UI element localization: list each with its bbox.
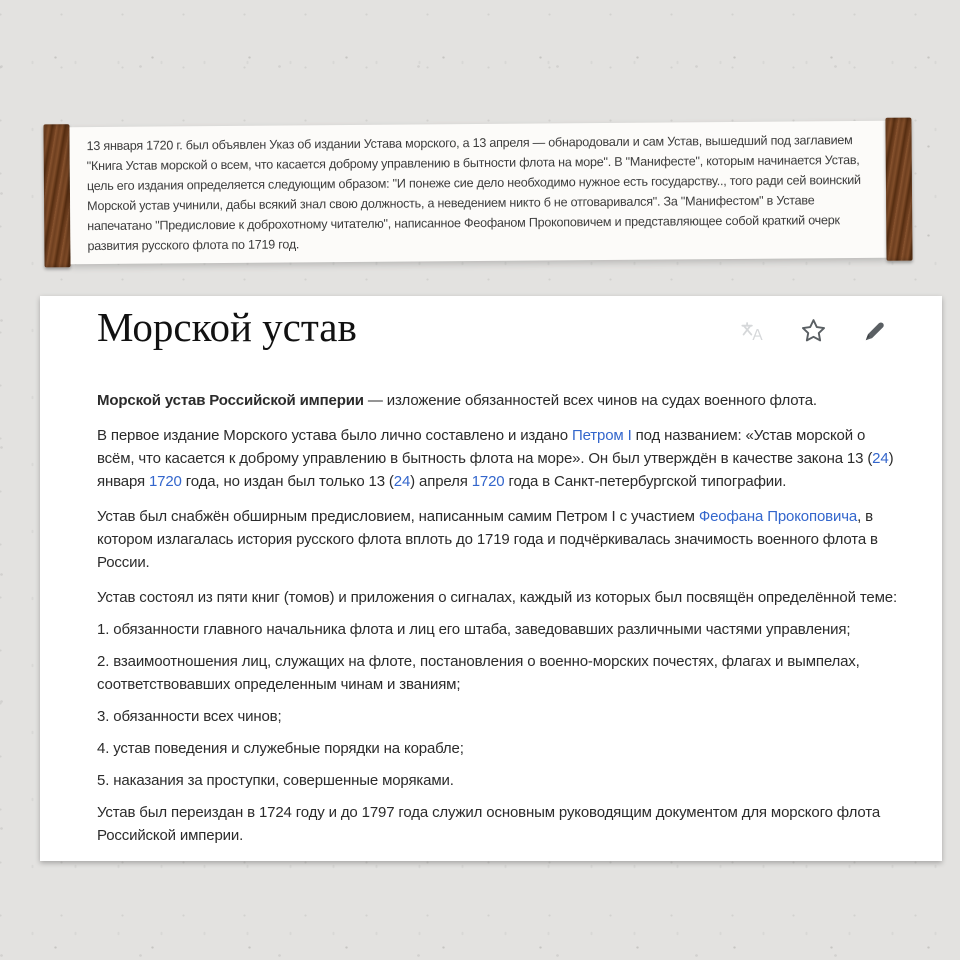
text-run: Устав был снабжён обширным предисловием, написанным самим Петром I с участием <box>97 508 699 525</box>
list-item-number: 1. <box>97 621 110 638</box>
text-run: В первое издание Морского устава было лично составлено и издано <box>97 427 572 444</box>
list-item-text: взаимоотношения лиц, служащих на флоте, постановления о военно-морских почестях, флагах и вымпелах, соответствовавших определенным чинам и званиям; <box>97 653 860 693</box>
list-item-text: устав поведения и служебные порядки на корабле; <box>113 740 464 757</box>
article-card <box>40 296 942 861</box>
lead-paragraph <box>97 389 906 412</box>
edit-pencil-icon[interactable] <box>861 317 888 344</box>
list-item-number: 5. <box>97 772 110 789</box>
list-item-2 <box>97 650 906 696</box>
text-run: ) января <box>97 450 894 490</box>
link-year-1720-b[interactable]: 1720 <box>471 473 505 490</box>
list-item-1 <box>97 618 906 641</box>
text-run: ) апреля <box>410 473 472 490</box>
banner-paper <box>69 121 886 264</box>
link-apr-24[interactable]: 24 <box>393 473 411 490</box>
list-item-number: 3. <box>97 708 110 725</box>
paragraph-first-edition <box>97 424 906 493</box>
paragraph-structure: Устав состоял из пяти книг (томов) и приложения о сигналах, каждый из которых был посвящён определённой теме: <box>97 589 897 606</box>
list-item-3 <box>97 705 906 728</box>
paragraph-preface <box>97 505 906 574</box>
wood-rod-right <box>885 118 912 261</box>
text-run: года в Санкт-петербургской типографии. <box>504 473 787 490</box>
lead-rest: — изложение обязанностей всех чинов на судах военного флота. <box>363 392 817 409</box>
list-item-text: обязанности главного начальника флота и лиц его штаба, заведовавших различными частями управления; <box>113 621 851 638</box>
banner-text: 13 января 1720 г. был объявлен Указ об издании Устава морского, а 13 апреля — обнародовали и сам Устав, вышедший под заглавием "Книга Устав морской о всем, что касается доброму управлению в бытности флота на море". В "Манифесте", которым начинается Устав, цель его издания определяется следующим образом: "И понеже сие дело необходимо нужное есть государству.., того ради сей воинский Морской устав учинили, дабы всякий знал свою должность, а неведением никто б не отговаривался". За "Манифестом" в Уставе напечатано "Предисловие к доброхотному читателю", написанное Феофаном Прокоповичем и представляющее собой краткий очерк развития русского флота по 1719 год. <box>86 133 861 254</box>
list-item-number: 4. <box>97 740 110 757</box>
list-item-4 <box>97 737 906 760</box>
language-icon[interactable] <box>739 317 766 344</box>
list-item-text: обязанности всех чинов; <box>113 708 282 725</box>
text-run: под названием: «Устав морской о всём, что касается к доброму управлению в бытность флота на море». Он был утверждён в качестве закона 13 ( <box>97 427 873 467</box>
lead-bold-term: Морской устав Российской империи <box>97 392 364 409</box>
wood-rod-left <box>43 124 70 267</box>
watch-star-icon[interactable] <box>800 317 827 344</box>
link-jan-24[interactable]: 24 <box>872 450 889 467</box>
article-header <box>97 305 906 349</box>
article-toolbar <box>739 317 906 344</box>
list-item-text: наказания за проступки, совершенные моряками. <box>113 772 454 789</box>
link-year-1720-a[interactable]: 1720 <box>148 473 182 490</box>
page-title: Морской устав <box>97 304 357 350</box>
text-run: , в котором излагалась история русского флота вплоть до 1719 года и подчёркивалась значимость военного флота в России. <box>97 508 878 571</box>
list-item-5 <box>97 769 906 792</box>
closing-paragraph: Устав был переиздан в 1724 году и до 1797 года служил основным руководящим документом для морского флота Российской империи. <box>97 804 881 844</box>
link-feofan-prokopovich[interactable]: Феофана Прокоповича <box>698 508 858 525</box>
text-run: года, но издан был только 13 ( <box>181 473 394 490</box>
paper-scroll-banner <box>43 121 912 265</box>
article-body <box>97 389 906 847</box>
svg-text:A: A <box>751 326 763 344</box>
list-item-number: 2. <box>97 653 110 670</box>
link-peter-i[interactable]: Петром I <box>571 427 632 444</box>
